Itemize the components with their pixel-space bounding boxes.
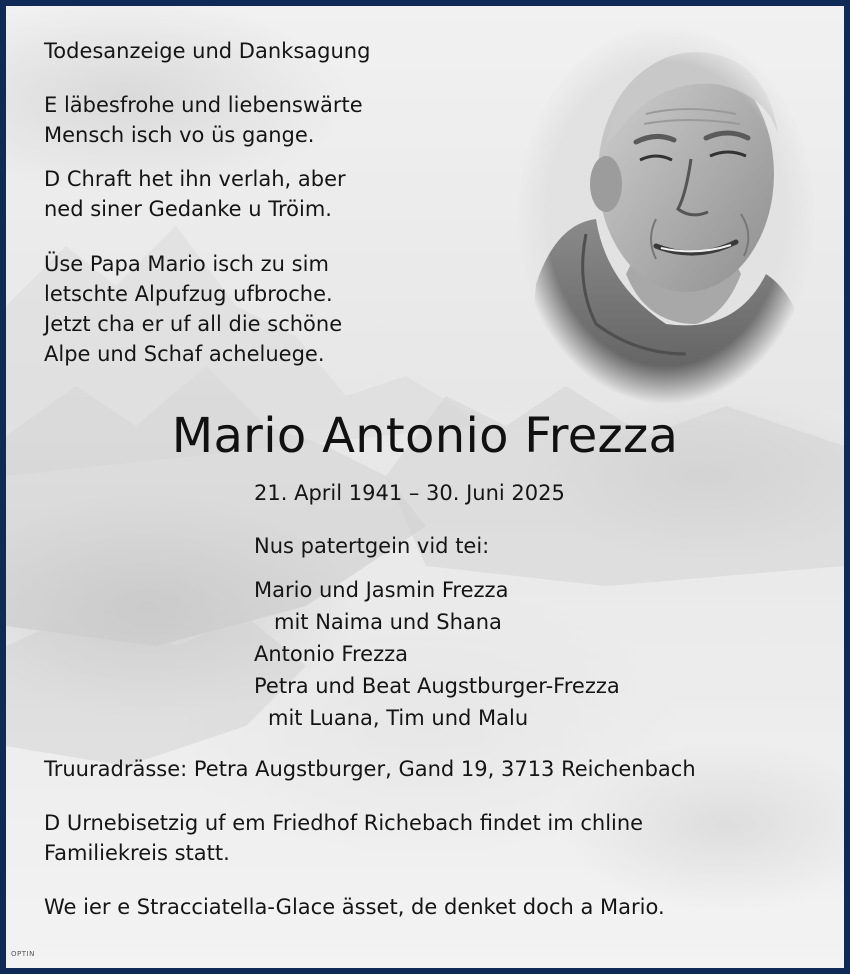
mourner-line: Antonio Frezza (254, 642, 408, 666)
notice-heading: Todesanzeige und Danksagung (44, 39, 371, 63)
urn-burial-note: D Urnebisetzig uf em Friedhof Richebach findet im chline Familiekreis statt. (44, 811, 644, 865)
closing-note: We ier e Stracciatella-Glace ässet, de denket doch a Mario. (44, 895, 665, 919)
mourners-list (254, 574, 620, 734)
portrait-photo (516, 24, 816, 404)
deceased-name: Mario Antonio Frezza (171, 408, 679, 464)
mourner-line: Mario und Jasmin Frezza (254, 578, 509, 602)
mourner-line: mit Naima und Shana (274, 610, 502, 634)
mourners-intro: Nus patertgein vid tei: (254, 534, 490, 558)
poem-stanza-2: D Chraft het ihn verlah, aber ned siner Gedanke u Tröim. (44, 167, 346, 221)
mourning-address: Truuradrässe: Petra Augstburger, Gand 19, 3713 Reichenbach (44, 757, 696, 781)
poem-stanza-1: E läbesfrohe und liebenswärte Mensch isch vo üs gange. (44, 93, 363, 147)
mourner-line: mit Luana, Tim und Malu (268, 706, 529, 730)
mourner-line: Petra und Beat Augstburger-Frezza (254, 674, 620, 698)
life-dates: 21. April 1941 – 30. Juni 2025 (254, 481, 565, 505)
poem-stanza-3: Üse Papa Mario isch zu sim letschte Alpufzug ufbroche. Jetzt cha er uf all die schöne Alpe und Schaf acheluege. (44, 252, 343, 366)
publisher-mark: OPTIN (11, 950, 35, 958)
